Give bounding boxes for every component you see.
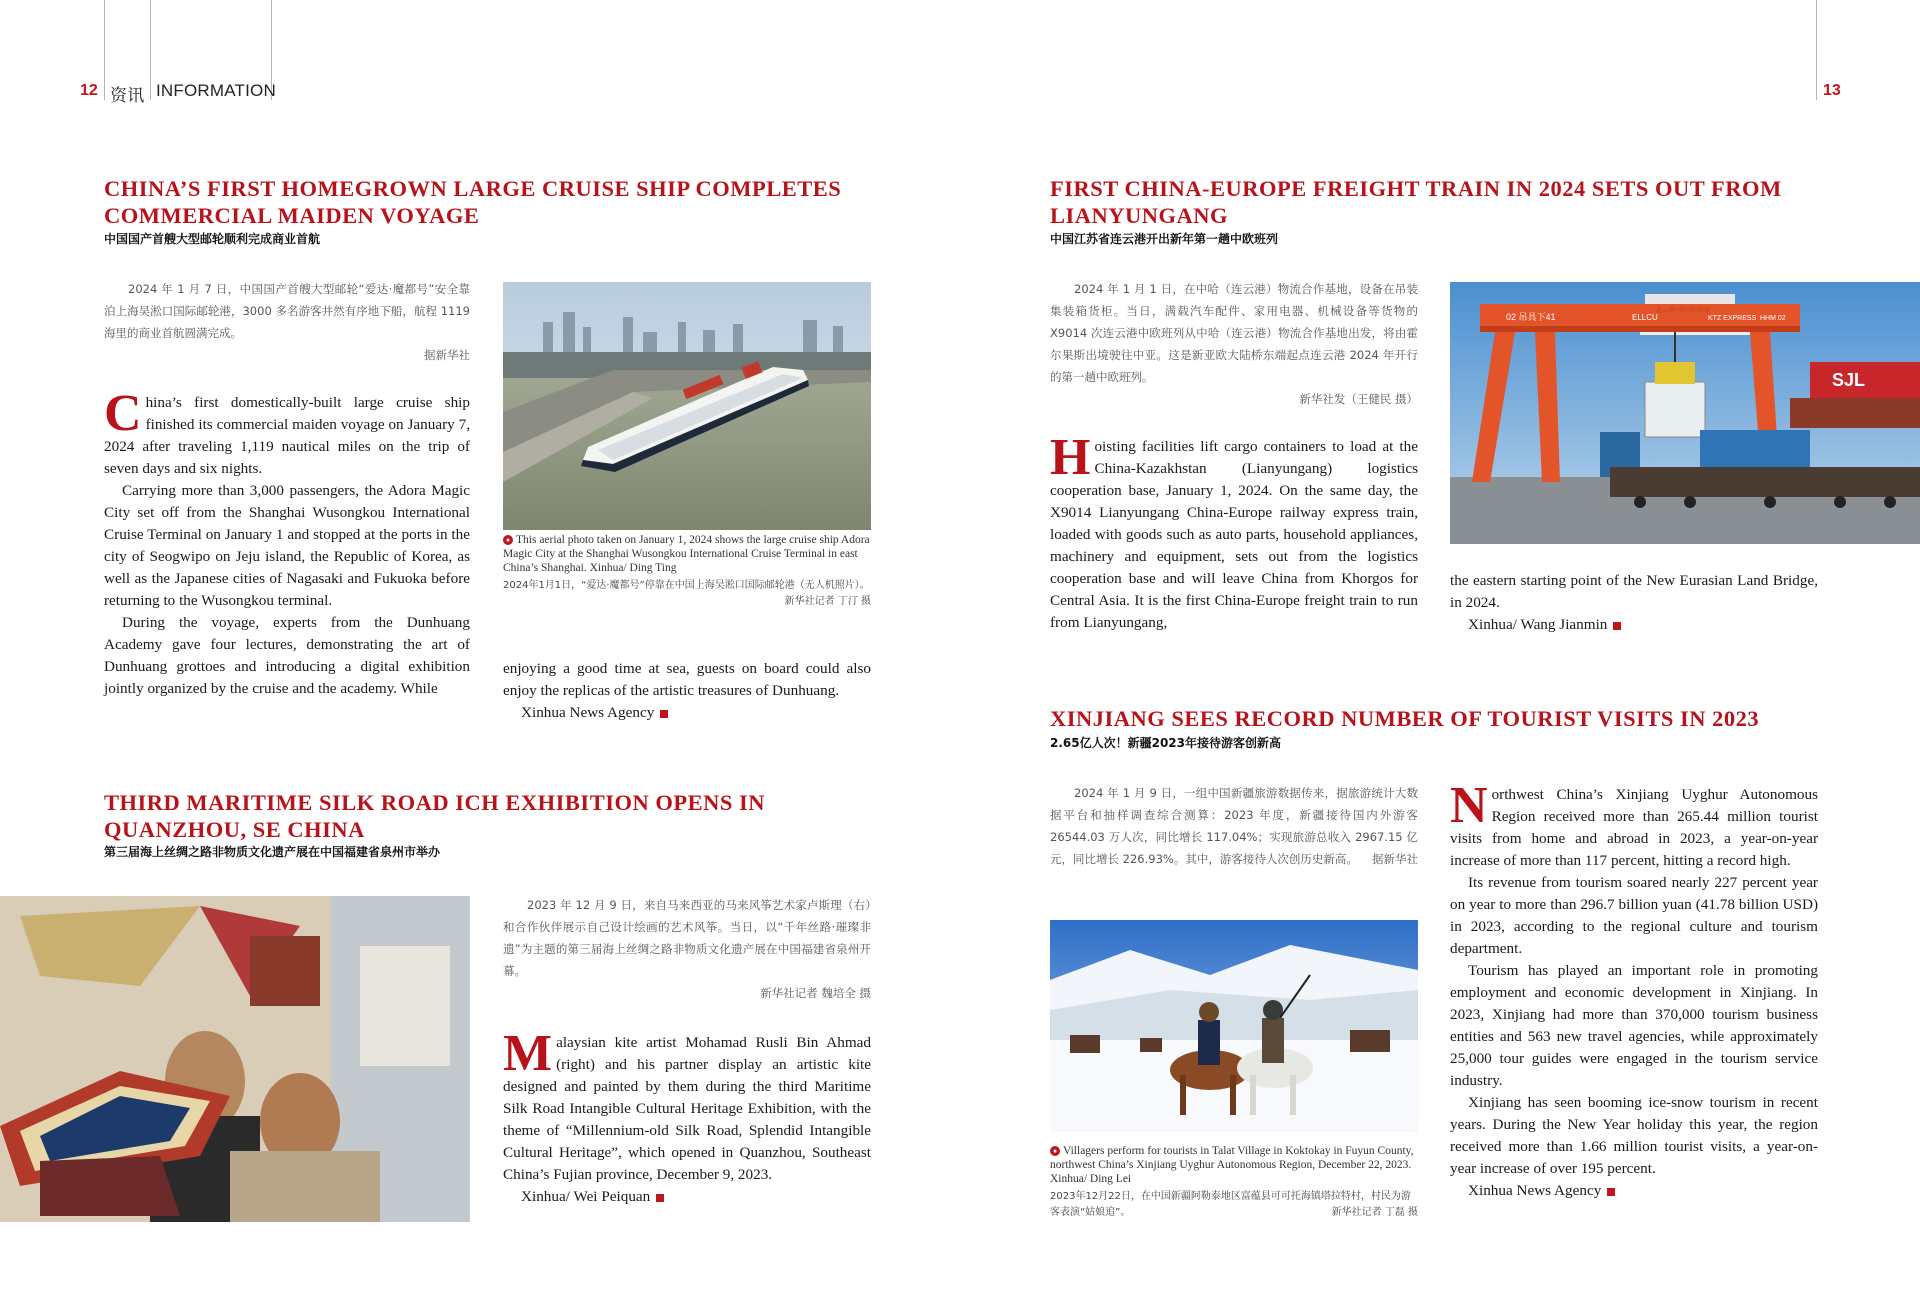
article-body-column: Northwest China’s Xinjiang Uyghur Autonomous Region received more than 265.44 million tourist visits from home and abroad in 2023, a year-on-year increase of more than 117 percent, hitting a record high. Its revenue from tourism soared nearly 227 percent year on year to more than 296.7 billion yuan (41.78 billion USD) in 2023, according to the regional culture and tourism department. Tourism has played an important role in promoting employment and economic development in Xinjiang. In 2023, Xinjiang had more than 370,000 tourism business entities and 563 new travel agencies, while approximately 25,000 tour guides were engaged in the tourism service industry. Xinjiang has seen booming ice-snow tourism in recent years. During the New Year holiday this year, the region received more than 1.66 million tourist visits, a year-on-year increase of over 195 percent. Xinhua News Agency — [1450, 777, 1818, 1199]
camera-icon: ● — [503, 535, 513, 545]
article-title: FIRST CHINA-EUROPE FREIGHT TRAIN IN 2024 SETS OUT FROM LIANYUNGANG — [1050, 176, 1782, 228]
page-number-right: 13 — [1823, 82, 1841, 99]
cruise-ship-photo — [503, 282, 871, 530]
article-subtitle: 中国江苏省连云港开出新年第一趟中欧班列 — [1050, 232, 1279, 246]
article-title: THIRD MARITIME SILK ROAD ICH EXHIBITION OPENS IN QUANZHOU, SE CHINA — [104, 790, 765, 842]
article-body-column: China’s first domestically-built large cruise ship finished its commercial maiden voyage on January 7, 2024 after traveling 1,119 nautical miles on the trip of seven days and six nights. Carrying more than 3,000 passengers, the Adora Magic City set off from the Shanghai Wusongkou International Cruise Terminal on January 1 and stopped at the ports in the city of Seogwipo on Jeju island, the Republic of Korea, as well as the Japanese cities of Nagasaki and Fukuoka before returning to the Wusongkou terminal. During the voyage, experts from the Dunhuang Academy gave four lectures, demonstrating the art of Dunhuang grottoes and introducing a digital exhibition jointly organized by the cruise and the academy. While — [104, 385, 470, 697]
crane-sign-text: 02 吊具下41 — [1506, 312, 1556, 322]
freight-train-photo — [1450, 282, 1920, 544]
snow-horse-riders-photo — [1050, 920, 1418, 1132]
article-body-column: the eastern starting point of the New Eurasian Land Bridge, in 2024. Xinhua/ Wang Jianmin — [1450, 572, 1818, 633]
crane-kz-text: KTZ EXPRESS — [1708, 315, 1757, 322]
article-chinese-summary: 2024 年 1 月 1 日，在中哈（连云港）物流合作基地，设备在吊装集装箱货柜。当日，满载汽车配件、家用电器、机械设备等货物的 X9014 次连云港中欧班列从中哈（连云港）物流合作基地出发，将由霍尔果斯出境驶往中亚。这是新亚欧大陆桥东端起点连云港 2024 年开行的第一趟中欧班列。 新华社发（王健民 摄） — [1050, 282, 1418, 406]
container-sjl-text: SJL — [1832, 370, 1866, 390]
end-mark-icon — [660, 710, 668, 718]
drop-cap: M — [503, 1025, 553, 1082]
article-chinese-summary: 2024 年 1 月 9 日，一组中国新疆旅游数据传来，据旅游统计大数据平台和抽样调查综合测算：2023 年度，新疆接待国内外游客 26544.03 万人次，同比增长 117.04%；实现旅游总收入 2967.15 亿元，同比增长 226.93%。其中，游客接待人次创历史新高。 据新华社 — [1050, 786, 1418, 866]
article-title: CHINA’S FIRST HOMEGROWN LARGE CRUISE SHIP COMPLETES COMMERCIAL MAIDEN VOYAGE — [104, 176, 842, 228]
article-subtitle: 中国国产首艘大型邮轮顺利完成商业首航 — [104, 232, 321, 246]
kite-artists-photo — [0, 896, 470, 1222]
section-label-en: INFORMATION — [156, 81, 276, 100]
article-chinese-summary: 2023 年 12 月 9 日，来自马来西亚的马来风筝艺术家卢斯理（右）和合作伙伴展示自己设计绘画的艺术风筝。当日，以“千年丝路·璀璨非遗”为主题的第三届海上丝绸之路非物质文化遗产展在中国福建省泉州开幕。 新华社记者 魏培全 摄 — [503, 898, 871, 1000]
header-divider — [1816, 0, 1817, 100]
drop-cap: H — [1050, 429, 1091, 486]
end-mark-icon — [1607, 1188, 1615, 1196]
crane-brand-text: ELLCU — [1632, 313, 1658, 322]
crane-hhm-text: HHM 02 — [1760, 315, 1786, 322]
end-mark-icon — [656, 1194, 664, 1202]
camera-icon: ● — [1050, 1146, 1060, 1156]
end-mark-icon — [1613, 622, 1621, 630]
article-body-column: Malaysian kite artist Mohamad Rusli Bin Ahmad (right) and his partner display an artistic kite designed and painted by them during the third Maritime Silk Road Intangible Cultural Heritage Exhibition, with the theme of “Millennium-old Silk Road, Splendid Intangible Cultural Heritage”, which opened in Quanzhou, Southeast China’s Fujian province, December 9, 2023. Xinhua/ Wei Peiquan — [503, 1025, 871, 1205]
drop-cap: C — [104, 385, 142, 442]
crane-banner-text: 连云港中哈国际物流 — [1656, 307, 1711, 314]
section-label-cn: 资讯 — [110, 86, 145, 106]
header-divider — [104, 0, 105, 100]
article-title: XINJIANG SEES RECORD NUMBER OF TOURIST VISITS IN 2023 — [1050, 706, 1760, 731]
article-body-column: Hoisting facilities lift cargo containers to load at the China-Kazakhstan (Lianyungang) logistics cooperation base, January 1, 2024. On the same day, the X9014 Lianyungang China-Europe railway express train, loaded with goods such as auto parts, household appliances, machinery and equipment, sets out from the logistics cooperation base and will leave China from Khorgos for Central Asia. It is the first China-Europe freight train to run from Lianyungang, — [1050, 429, 1418, 631]
photo-caption: ● This aerial photo taken on January 1, 2024 shows the large cruise ship Adora Magic City at the Shanghai Wusongkou International Cruise Terminal in east China’s Shanghai. Xinhua/ Ding Ting 2024年1月1日，“爱达·魔都号”停靠在中国上海吴淞口国际邮轮港（无人机照片）。 新华社记者 丁汀 摄 — [503, 534, 871, 607]
article-subtitle: 2.65亿人次！新疆2023年接待游客创新高 — [1050, 736, 1282, 750]
page-number-left: 12 — [80, 82, 98, 99]
header-divider — [150, 0, 151, 100]
article-body-column: enjoying a good time at sea, guests on board could also enjoy the replicas of the artistic treasures of Dunhuang. Xinhua News Agency — [503, 660, 871, 721]
photo-caption: ● Villagers perform for tourists in Talat Village in Koktokay in Fuyun County, northwest China’s Xinjiang Uyghur Autonomous Region, December 22, 2023. Xinhua/ Ding Lei 2023年12月22日，在中国新疆阿勒泰地区富蕴县可可托海镇塔拉特村，村民为游客表演“姑娘追”。 新华社记者 丁磊 摄 — [1050, 1145, 1418, 1218]
article-chinese-summary: 2024 年 1 月 7 日，中国国产首艘大型邮轮“爱达·魔都号”安全靠泊上海吴淞口国际邮轮港，3000 多名游客井然有序地下船，航程 1119 海里的商业首航圆满完成。 据新华社 — [104, 282, 470, 362]
drop-cap: N — [1450, 777, 1488, 834]
article-subtitle: 第三届海上丝绸之路非物质文化遗产展在中国福建省泉州市举办 — [104, 845, 441, 859]
